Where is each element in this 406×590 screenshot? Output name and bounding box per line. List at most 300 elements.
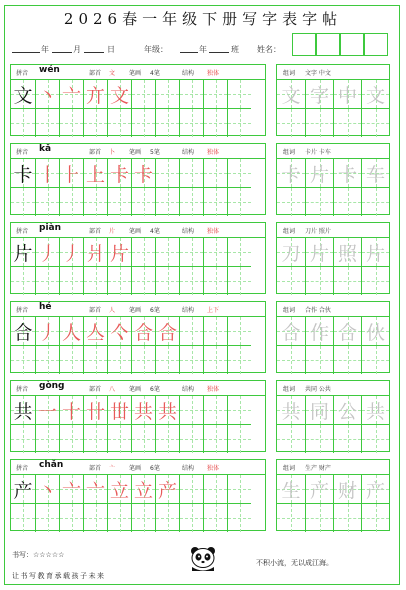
word-practice-cell[interactable]	[305, 424, 333, 453]
practice-cell[interactable]	[107, 108, 131, 137]
words-label: 组词	[283, 149, 296, 156]
practice-cell[interactable]	[11, 237, 35, 266]
practice-cell[interactable]	[83, 474, 107, 503]
strokes-value: 4笔	[150, 70, 160, 77]
strokes-value: 4笔	[150, 228, 160, 235]
practice-cell[interactable]	[227, 316, 251, 345]
char-card	[10, 459, 266, 531]
practice-cell[interactable]	[227, 237, 251, 266]
practice-cell[interactable]	[83, 266, 107, 295]
score-stars[interactable]: 书写：☆☆☆☆☆	[12, 551, 65, 559]
stroke-step: 亣	[85, 84, 105, 107]
strokes-value: 5笔	[150, 149, 160, 156]
word-practice-cell[interactable]	[333, 158, 361, 187]
practice-cell[interactable]	[227, 395, 251, 424]
practice-cell[interactable]	[35, 474, 59, 503]
structure-label: 结构	[182, 465, 195, 472]
word-practice-cell[interactable]	[277, 345, 305, 374]
word-practice-cell[interactable]	[333, 345, 361, 374]
words-text: 刀片 照片	[305, 228, 331, 235]
word-practice-cell[interactable]	[361, 424, 389, 453]
word-trace-char: 文	[281, 84, 301, 107]
grade-blank[interactable]	[180, 44, 198, 53]
practice-cell[interactable]	[107, 424, 131, 453]
main-char: 卡	[13, 163, 33, 186]
word-practice-cell[interactable]	[305, 108, 333, 137]
pinyin-label: 拼音	[16, 465, 29, 472]
practice-cell[interactable]	[203, 503, 227, 532]
practice-cell[interactable]	[179, 395, 203, 424]
practice-cell[interactable]	[179, 316, 203, 345]
practice-cell[interactable]	[11, 503, 35, 532]
word-practice-cell[interactable]	[333, 424, 361, 453]
word-practice-cell[interactable]	[361, 474, 389, 503]
practice-cell[interactable]	[155, 395, 179, 424]
stroke-step: 丿	[37, 242, 57, 265]
char-header	[11, 302, 265, 317]
practice-cell[interactable]	[59, 503, 83, 532]
words-text: 生产 财产	[305, 465, 331, 472]
class-suffix: 班	[231, 45, 239, 54]
practice-cell[interactable]	[11, 316, 35, 345]
practice-cell[interactable]	[35, 424, 59, 453]
class-blank[interactable]	[209, 44, 229, 53]
practice-cell[interactable]	[203, 79, 227, 108]
word-practice-cell[interactable]	[333, 237, 361, 266]
practice-cell[interactable]	[59, 395, 83, 424]
practice-cell[interactable]	[83, 395, 107, 424]
structure-value: 独体	[207, 386, 220, 393]
stroke-step: 人	[61, 321, 81, 344]
practice-cell[interactable]	[179, 424, 203, 453]
practice-cell[interactable]	[11, 187, 35, 216]
words-header	[277, 223, 389, 238]
word-practice-cell[interactable]	[333, 395, 361, 424]
practice-cell[interactable]	[131, 474, 155, 503]
char-card	[10, 301, 266, 373]
pinyin-label: 拼音	[16, 307, 29, 314]
practice-cell[interactable]	[155, 237, 179, 266]
pinyin-label: 拼音	[16, 70, 29, 77]
stroke-step: 立	[109, 479, 129, 502]
word-practice-cell[interactable]	[277, 158, 305, 187]
stroke-step: 丿	[37, 321, 57, 344]
word-trace-char: 片	[309, 163, 329, 186]
word-practice-cell[interactable]	[333, 503, 361, 532]
practice-cell[interactable]	[203, 266, 227, 295]
structure-label: 结构	[182, 70, 195, 77]
char-header	[11, 460, 265, 475]
word-practice-cell[interactable]	[305, 158, 333, 187]
stroke-step: 爿	[85, 242, 105, 265]
structure-value: 独体	[207, 70, 220, 77]
practice-cell[interactable]	[59, 266, 83, 295]
panda-icon	[188, 545, 218, 572]
practice-cell[interactable]	[11, 79, 35, 108]
radical-label: 部首	[89, 386, 102, 393]
pinyin-label: 拼音	[16, 149, 29, 156]
stroke-step: 丶	[37, 84, 57, 107]
word-practice-cell[interactable]	[277, 187, 305, 216]
practice-cell[interactable]	[155, 345, 179, 374]
stroke-step: 丶	[37, 479, 57, 502]
practice-cell[interactable]	[131, 237, 155, 266]
practice-cell[interactable]	[131, 266, 155, 295]
practice-cell[interactable]	[35, 79, 59, 108]
word-practice-cell[interactable]	[361, 79, 389, 108]
word-practice-cell[interactable]	[305, 345, 333, 374]
practice-cell[interactable]	[131, 158, 155, 187]
practice-cell[interactable]	[155, 266, 179, 295]
radical-value: 亠	[109, 465, 116, 472]
char-card	[10, 222, 266, 294]
word-practice-cell[interactable]	[305, 395, 333, 424]
practice-cell[interactable]	[59, 316, 83, 345]
radical-label: 部首	[89, 228, 102, 235]
word-trace-char: 刀	[281, 242, 301, 265]
practice-cell[interactable]	[227, 474, 251, 503]
words-header	[277, 144, 389, 159]
practice-cell[interactable]	[227, 79, 251, 108]
word-practice-cell[interactable]	[305, 503, 333, 532]
practice-cell[interactable]	[179, 345, 203, 374]
stroke-step: 亼	[85, 321, 105, 344]
stroke-step: 丗	[109, 400, 129, 423]
words-card	[276, 301, 390, 373]
practice-cell[interactable]	[131, 424, 155, 453]
pinyin-value: chǎn	[39, 460, 64, 470]
practice-cell[interactable]	[59, 108, 83, 137]
word-trace-char: 伙	[365, 321, 385, 344]
words-label: 组词	[283, 386, 296, 393]
structure-label: 结构	[182, 149, 195, 156]
pinyin-label: 拼音	[16, 228, 29, 235]
practice-cell[interactable]	[35, 345, 59, 374]
word-practice-cell[interactable]	[277, 237, 305, 266]
char-header	[11, 65, 265, 80]
pinyin-value: kǎ	[39, 144, 52, 154]
pinyin-value: hé	[39, 302, 52, 312]
practice-cell[interactable]	[131, 345, 155, 374]
word-trace-char: 合	[337, 321, 357, 344]
name-box-2[interactable]	[316, 33, 340, 56]
word-practice-cell[interactable]	[361, 345, 389, 374]
word-practice-cell[interactable]	[361, 395, 389, 424]
radical-value: 八	[109, 386, 116, 393]
structure-label: 结构	[182, 386, 195, 393]
practice-cell[interactable]	[155, 158, 179, 187]
word-practice-cell[interactable]	[277, 424, 305, 453]
word-trace-char: 照	[337, 242, 357, 265]
practice-cell[interactable]	[107, 266, 131, 295]
word-trace-char: 共	[281, 400, 301, 423]
practice-cell[interactable]	[11, 345, 35, 374]
stroke-step: 卡	[109, 163, 129, 186]
stroke-step: 共	[157, 400, 177, 423]
word-practice-cell[interactable]	[277, 503, 305, 532]
word-practice-cell[interactable]	[361, 187, 389, 216]
practice-cell[interactable]	[35, 237, 59, 266]
word-practice-cell[interactable]	[333, 108, 361, 137]
practice-cell[interactable]	[227, 158, 251, 187]
practice-cell[interactable]	[107, 79, 131, 108]
practice-cell[interactable]	[83, 316, 107, 345]
year-suffix: 年	[41, 45, 49, 54]
practice-cell[interactable]	[179, 79, 203, 108]
practice-cell[interactable]	[203, 395, 227, 424]
practice-cell[interactable]	[83, 424, 107, 453]
radical-value: 人	[109, 307, 116, 314]
radical-label: 部首	[89, 465, 102, 472]
word-trace-char: 产	[365, 479, 385, 502]
practice-cell[interactable]	[203, 187, 227, 216]
practice-cell[interactable]	[107, 395, 131, 424]
main-char: 片	[13, 242, 33, 265]
practice-cell[interactable]	[203, 345, 227, 374]
stroke-step: 上	[85, 163, 105, 186]
practice-cell[interactable]	[83, 158, 107, 187]
practice-cell[interactable]	[35, 316, 59, 345]
stroke-step: 立	[133, 479, 153, 502]
grade-suffix: 年	[199, 45, 207, 54]
practice-cell[interactable]	[227, 424, 251, 453]
word-practice-cell[interactable]	[305, 79, 333, 108]
practice-cell[interactable]	[83, 187, 107, 216]
practice-cell[interactable]	[59, 474, 83, 503]
page-title: 2026春一年级下册写字表字帖	[63, 10, 343, 28]
word-practice-cell[interactable]	[305, 266, 333, 295]
practice-cell[interactable]	[131, 316, 155, 345]
words-card	[276, 459, 390, 531]
practice-cell[interactable]	[107, 158, 131, 187]
words-card	[276, 380, 390, 452]
month-blank[interactable]	[52, 44, 72, 53]
practice-cell[interactable]	[107, 187, 131, 216]
word-trace-char: 生	[281, 479, 301, 502]
practice-cell[interactable]	[179, 158, 203, 187]
month-suffix: 月	[73, 45, 81, 54]
motto: 不积小流，无以成江海。	[256, 559, 333, 567]
word-practice-cell[interactable]	[361, 266, 389, 295]
word-practice-cell[interactable]	[277, 108, 305, 137]
year-blank[interactable]	[12, 44, 40, 53]
word-trace-char: 片	[309, 242, 329, 265]
name-label: 姓名：	[257, 45, 281, 54]
practice-cell[interactable]	[131, 108, 155, 137]
word-practice-cell[interactable]	[305, 237, 333, 266]
words-card	[276, 143, 390, 215]
practice-cell[interactable]	[107, 237, 131, 266]
word-practice-cell[interactable]	[277, 316, 305, 345]
practice-cell[interactable]	[155, 474, 179, 503]
word-trace-char: 文	[365, 84, 385, 107]
practice-cell[interactable]	[59, 187, 83, 216]
word-practice-cell[interactable]	[333, 79, 361, 108]
stroke-step: 亽	[109, 321, 129, 344]
structure-label: 结构	[182, 307, 195, 314]
practice-cell[interactable]	[203, 108, 227, 137]
practice-cell[interactable]	[203, 424, 227, 453]
stroke-step: 丿	[61, 242, 81, 265]
words-header	[277, 460, 389, 475]
radical-value: 卜	[109, 149, 116, 156]
practice-cell[interactable]	[227, 345, 251, 374]
main-char: 产	[13, 479, 33, 502]
word-practice-cell[interactable]	[333, 187, 361, 216]
stroke-step: 亠	[85, 479, 105, 502]
practice-cell[interactable]	[59, 237, 83, 266]
word-practice-cell[interactable]	[333, 474, 361, 503]
radical-value: 文	[109, 70, 116, 77]
practice-cell[interactable]	[227, 187, 251, 216]
strokes-label: 笔画	[129, 149, 142, 156]
practice-cell[interactable]	[11, 424, 35, 453]
practice-cell[interactable]	[203, 474, 227, 503]
word-practice-cell[interactable]	[361, 158, 389, 187]
practice-cell[interactable]	[155, 108, 179, 137]
practice-cell[interactable]	[59, 79, 83, 108]
words-header	[277, 65, 389, 80]
word-practice-cell[interactable]	[333, 316, 361, 345]
practice-cell[interactable]	[35, 187, 59, 216]
structure-value: 独体	[207, 228, 220, 235]
practice-cell[interactable]	[35, 503, 59, 532]
pinyin-value: piàn	[39, 223, 62, 233]
practice-cell[interactable]	[83, 108, 107, 137]
word-trace-char: 中	[337, 84, 357, 107]
word-trace-char: 作	[309, 321, 329, 344]
word-practice-cell[interactable]	[277, 79, 305, 108]
word-practice-cell[interactable]	[277, 395, 305, 424]
stroke-step: 卄	[85, 400, 105, 423]
word-practice-cell[interactable]	[277, 474, 305, 503]
word-trace-char: 合	[281, 321, 301, 344]
practice-cell[interactable]	[59, 345, 83, 374]
practice-cell[interactable]	[155, 187, 179, 216]
stroke-step: 合	[157, 321, 177, 344]
practice-cell[interactable]	[131, 395, 155, 424]
word-practice-cell[interactable]	[361, 316, 389, 345]
practice-cell[interactable]	[179, 474, 203, 503]
char-header	[11, 223, 265, 238]
practice-cell[interactable]	[107, 474, 131, 503]
radical-label: 部首	[89, 307, 102, 314]
words-text: 共同 公共	[305, 386, 331, 393]
char-card	[10, 380, 266, 452]
practice-cell[interactable]	[131, 79, 155, 108]
practice-cell[interactable]	[107, 316, 131, 345]
word-trace-char: 片	[365, 242, 385, 265]
strokes-label: 笔画	[129, 386, 142, 393]
practice-cell[interactable]	[83, 503, 107, 532]
practice-cell[interactable]	[11, 266, 35, 295]
word-trace-char: 卡	[337, 163, 357, 186]
practice-cell[interactable]	[227, 266, 251, 295]
radical-label: 部首	[89, 70, 102, 77]
practice-cell[interactable]	[203, 158, 227, 187]
day-blank[interactable]	[84, 44, 104, 53]
word-practice-cell[interactable]	[277, 266, 305, 295]
practice-cell[interactable]	[227, 108, 251, 137]
practice-cell[interactable]	[59, 158, 83, 187]
words-card	[276, 64, 390, 136]
words-label: 组词	[283, 307, 296, 314]
practice-cell[interactable]	[179, 108, 203, 137]
practice-cell[interactable]	[203, 237, 227, 266]
practice-cell[interactable]	[155, 316, 179, 345]
stroke-step: 丨	[37, 163, 57, 186]
word-trace-char: 公	[337, 400, 357, 423]
stroke-step: 亠	[61, 479, 81, 502]
practice-cell[interactable]	[155, 424, 179, 453]
practice-cell[interactable]	[179, 266, 203, 295]
practice-cell[interactable]	[59, 424, 83, 453]
practice-cell[interactable]	[227, 503, 251, 532]
practice-cell[interactable]	[155, 503, 179, 532]
practice-cell[interactable]	[83, 79, 107, 108]
strokes-value: 6笔	[150, 307, 160, 314]
practice-cell[interactable]	[107, 345, 131, 374]
practice-cell[interactable]	[11, 108, 35, 137]
words-card	[276, 222, 390, 294]
practice-cell[interactable]	[83, 237, 107, 266]
practice-cell[interactable]	[11, 395, 35, 424]
word-practice-cell[interactable]	[333, 266, 361, 295]
name-box-4[interactable]	[364, 33, 388, 56]
char-card	[10, 64, 266, 136]
practice-cell[interactable]	[179, 503, 203, 532]
word-trace-char: 卡	[281, 163, 301, 186]
word-trace-char: 共	[365, 400, 385, 423]
practice-cell[interactable]	[35, 108, 59, 137]
practice-cell[interactable]	[11, 474, 35, 503]
strokes-value: 6笔	[150, 386, 160, 393]
char-header	[11, 144, 265, 159]
practice-cell[interactable]	[131, 187, 155, 216]
word-trace-char: 财	[337, 479, 357, 502]
practice-cell[interactable]	[83, 345, 107, 374]
practice-cell[interactable]	[131, 503, 155, 532]
practice-cell[interactable]	[35, 158, 59, 187]
practice-cell[interactable]	[179, 237, 203, 266]
word-practice-cell[interactable]	[305, 474, 333, 503]
stroke-step: 亠	[61, 84, 81, 107]
word-trace-char: 产	[309, 479, 329, 502]
practice-cell[interactable]	[107, 503, 131, 532]
structure-label: 结构	[182, 228, 195, 235]
practice-cell[interactable]	[203, 316, 227, 345]
word-practice-cell[interactable]	[305, 316, 333, 345]
practice-cell[interactable]	[35, 395, 59, 424]
name-box-3[interactable]	[340, 33, 364, 56]
word-practice-cell[interactable]	[361, 108, 389, 137]
practice-cell[interactable]	[11, 158, 35, 187]
stroke-step: 产	[157, 479, 177, 502]
word-trace-char: 同	[309, 400, 329, 423]
structure-value: 独体	[207, 465, 220, 472]
words-label: 组词	[283, 70, 296, 77]
practice-cell[interactable]	[155, 79, 179, 108]
main-char: 文	[13, 84, 33, 107]
word-practice-cell[interactable]	[361, 503, 389, 532]
word-practice-cell[interactable]	[305, 187, 333, 216]
word-practice-cell[interactable]	[361, 237, 389, 266]
words-text: 卡片 卡车	[305, 149, 331, 156]
practice-cell[interactable]	[179, 187, 203, 216]
main-char: 合	[13, 321, 33, 344]
practice-cell[interactable]	[35, 266, 59, 295]
name-box-1[interactable]	[292, 33, 316, 56]
